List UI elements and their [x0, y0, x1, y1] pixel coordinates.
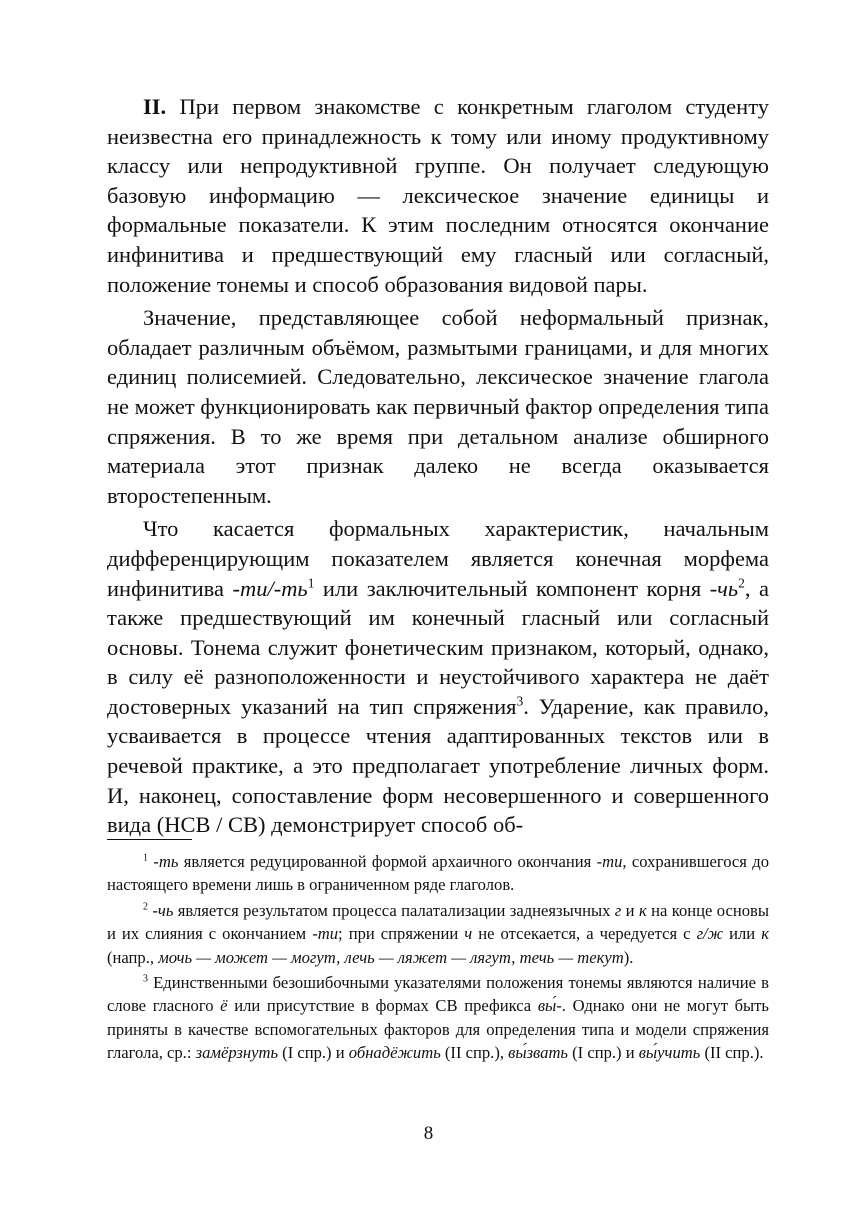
- italic-term: -чь: [709, 575, 739, 601]
- footnote-ref: 1: [143, 852, 148, 864]
- main-text: [107, 92, 769, 840]
- italic-term: -ть: [153, 852, 179, 871]
- italic-term: вы́звать: [508, 1043, 568, 1063]
- italic-term: -ти: [312, 924, 339, 944]
- footnote-1: $^1$ -ть является редуцированной формой архаичного окончания -ти, сохранившегося до настоящего времени лишь в ограниченном ряде глаголов.: [107, 852, 770, 895]
- italic-term: обнадёжить: [348, 1043, 441, 1063]
- section-number: II.: [143, 94, 167, 119]
- italic-term: г/ж: [696, 924, 724, 944]
- italic-term: -ти/-ть: [232, 575, 308, 601]
- paragraph: II. При первом знакомстве с конкретным глаголом студенту неизвестна его принадлежность к тому или иному продуктивному классу или непродуктивной группе. Он получает следующую базовую информацию — лексическое значение единицы и формальные показатели. К этим последним относятся окончание инфинитива и предшествующий ему гласный или согласный, положение тонемы и способ образования видовой пары.: [107, 94, 769, 297]
- footnote-2: $^2$ -чь является результатом процесса палатализации заднеязычных г и к на конце основы и их слияния с окончанием -ти; при спряжении ч не отсекается, а чередуется с г/ж или к (напр., мочь — может — могут, лечь — ляжет — лягут, течь — текут).: [107, 900, 769, 967]
- paragraph: Что касается формальных характеристик, начальным дифференцирующим показателем является конечная морфема инфинитива $-ти/-ть^1$ или заключительный компонент корня $-чь^2$, а также предшествующий им конечный гласный или согласный основы. Тонема служит фонетическим признаком, который, однако, в силу её разноположенности и неустойчивого характера не даёт достоверных указаний на тип спряжения$^3$. Ударение, как правило, усваивается в процессе чтения адаптированных текстов или в речевой практике, а это предполагает употребление личных форм. И, наконец, сопоставление форм несовершенного и совершенного вида (НСВ / СВ) демонстрирует способ об-: [107, 516, 769, 838]
- footnote-ref: 1: [307, 575, 315, 590]
- footnote-ref: 3: [516, 693, 524, 709]
- italic-term: г: [614, 900, 622, 920]
- footnotes: [107, 850, 769, 1065]
- italic-term: вы́-: [537, 996, 562, 1016]
- italic-term: ё: [220, 996, 228, 1016]
- paragraph: Значение, представляющее собой неформальный признак, обладает различным объёмом, размытыми границами, и для многих единиц полисемией. Следовательно, лексическое значение глагола не может функционировать как первичный фактор определения типа спряжения. В то же время при детальном анализе обширного материала этот признак далеко не всегда оказывается второстепенным.: [107, 305, 769, 508]
- page-number: 8: [423, 1123, 434, 1144]
- italic-term: ч: [464, 924, 473, 944]
- italic-term: -ти: [596, 852, 623, 871]
- footnote-3: $^3$ Единственными безошибочными указателями положения тонемы являются наличие в слове гласного ё или присутствие в формах СВ префикса вы́-. Однако они не могут быть приняты в качестве вспомогательных факторов для определения типа и модели спряжения глагола, ср.: замёрзнуть (I спр.) и обнадёжить (II спр.), вы́звать (I спр.) и вы́учить (II спр.).: [107, 973, 769, 1063]
- italic-term: к: [761, 924, 769, 944]
- italic-term: мочь — может — могут, лечь — ляжет — лягут, течь — текут: [158, 947, 624, 967]
- italic-term: к: [638, 900, 647, 920]
- italic-term: -чь: [152, 900, 174, 920]
- italic-term: замёрзнуть: [195, 1043, 279, 1063]
- footnote-ref: 2: [143, 901, 148, 913]
- footnote-divider: [107, 839, 192, 840]
- footnote-ref: 3: [143, 973, 148, 985]
- italic-term: вы́учить: [638, 1043, 701, 1063]
- footnote-ref: 2: [738, 575, 745, 590]
